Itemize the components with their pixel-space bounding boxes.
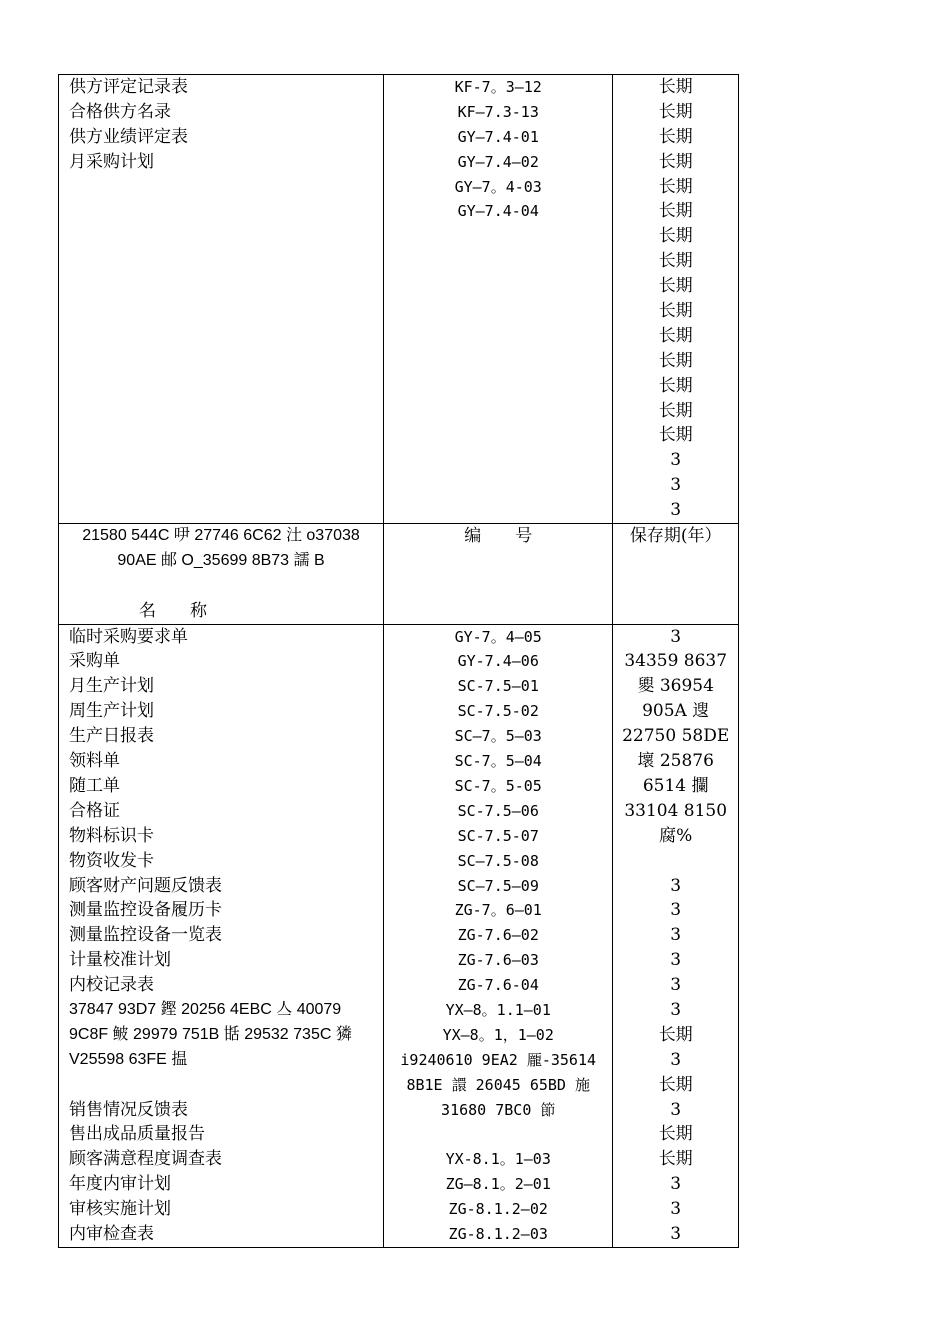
record-code: YX-8.1。1—03	[445, 1150, 551, 1169]
record-code: GY—7.4-04	[457, 202, 539, 221]
record-name: 临时采购要求单	[69, 626, 188, 647]
record-name: 月采购计划	[69, 151, 154, 172]
retention-period: 6514 攔	[642, 775, 709, 796]
retention-period: 3	[670, 1199, 682, 1220]
retention-period: 长期	[658, 151, 693, 172]
retention-period: 22750 58DE	[622, 726, 730, 747]
retention-period: 905A 遚	[642, 701, 710, 722]
retention-period: 3	[670, 500, 682, 521]
retention-period: 长期	[658, 1149, 693, 1170]
record-code: SC-7.5—01	[457, 677, 539, 696]
record-name: 供方业绩评定表	[69, 126, 188, 147]
record-code: YX—8。1，1—02	[442, 1025, 554, 1044]
record-name: 供方评定记录表	[69, 77, 188, 97]
code-column	[384, 625, 613, 1247]
record-name: 领料单	[69, 751, 120, 772]
retention-period: 长期	[658, 350, 693, 371]
period-column	[613, 75, 738, 523]
retention-period: 3	[670, 925, 682, 946]
record-code: GY—7.4-01	[457, 127, 539, 146]
record-name: 测量监控设备履历卡	[69, 900, 222, 921]
header-spacer	[59, 574, 383, 599]
retention-period: 3	[670, 900, 682, 921]
record-code: ZG-8.1.2—03	[448, 1224, 548, 1243]
record-code: GY—7.4—02	[457, 152, 539, 171]
retention-period	[613, 849, 738, 874]
record-name: 合格证	[69, 800, 120, 821]
retention-period: 长期	[658, 126, 693, 147]
garbled-header-text: 21580 544C 吚 27746 6C62 汢 o37038	[82, 527, 360, 545]
record-code: ZG—8.1。2—01	[445, 1175, 551, 1194]
retention-period: 长期	[658, 276, 693, 297]
table-section-bottom	[58, 625, 739, 1248]
retention-period: 长期	[658, 226, 693, 247]
record-code: KF—7.3-13	[457, 102, 539, 121]
column-header-name: 名 称	[139, 600, 207, 621]
record-code: GY—7。4-03	[454, 177, 542, 196]
record-name: 审核实施计划	[69, 1199, 171, 1220]
code-column	[384, 75, 613, 523]
record-name: 售出成品质量报告	[69, 1124, 205, 1145]
retention-period: 33104 8150	[624, 800, 728, 821]
record-code: SC—7.5—09	[457, 876, 539, 895]
retention-period: 3	[670, 1099, 682, 1120]
record-name: 销售情况反馈表	[69, 1099, 188, 1120]
retention-period: 3	[670, 1049, 682, 1070]
record-code: 31680 7BC0 節	[441, 1100, 556, 1119]
retention-period: 长期	[658, 1024, 693, 1045]
record-name: V25598 63FE 揾	[69, 1050, 188, 1068]
record-code: YX—8。1.1—01	[445, 1000, 551, 1019]
retention-period: 壞 25876	[637, 751, 714, 772]
record-name: 顾客满意程度调查表	[69, 1149, 222, 1170]
retention-period: 长期	[658, 325, 693, 346]
retention-period: 夓 36954	[637, 676, 714, 697]
record-name: 周生产计划	[69, 701, 154, 722]
record-name: 顾客财产问题反馈表	[69, 875, 222, 896]
table-header	[58, 524, 739, 625]
record-name: 随工单	[69, 775, 120, 796]
record-code: GY-7。4—05	[454, 627, 542, 646]
retention-period: 34359 8637	[624, 651, 728, 672]
record-name: 内审检查表	[69, 1223, 154, 1244]
header-name-cell	[59, 524, 384, 624]
retention-period: 3	[670, 1223, 682, 1244]
record-name: 年度内审计划	[69, 1174, 171, 1195]
column-header-code: 编 号	[464, 526, 533, 547]
record-code: GY-7.4—06	[457, 652, 539, 671]
name-column	[59, 625, 384, 1247]
record-name: 合格供方名录	[69, 101, 171, 122]
garbled-header-text: 90AE 邮 O_35699 8B73 譳 B	[117, 551, 325, 569]
record-name: 测量监控设备一览表	[69, 925, 222, 946]
retention-period: 长期	[658, 77, 693, 97]
record-code: SC-7。5-05	[454, 776, 542, 795]
header-period-cell	[613, 524, 738, 624]
name-column	[59, 75, 384, 523]
retention-period: 腐%	[659, 825, 693, 846]
retention-period: 3	[670, 1174, 682, 1195]
retention-period: 3	[670, 950, 682, 971]
record-code: SC—7.5-08	[457, 851, 539, 870]
header-code-cell	[384, 524, 613, 624]
record-code: ZG-7。6—01	[454, 901, 542, 920]
retention-period: 长期	[658, 101, 693, 122]
record-name	[69, 1073, 383, 1098]
record-code: SC-7.5—06	[457, 801, 539, 820]
retention-period: 长期	[658, 176, 693, 197]
record-code: 8B1E 譞 26045 65BD 施	[406, 1075, 590, 1094]
retention-period: 3	[670, 450, 682, 471]
record-name: 9C8F 鲏 29979 751B 甛 29532 735C 獜	[69, 1025, 352, 1043]
record-code: SC-7.5-02	[457, 702, 539, 721]
retention-period: 3	[670, 999, 682, 1020]
retention-period: 长期	[658, 251, 693, 272]
retention-period: 长期	[658, 1074, 693, 1095]
record-name: 物料标识卡	[69, 825, 154, 846]
record-name: 内校记录表	[69, 975, 154, 996]
record-code	[384, 1122, 612, 1147]
retention-period: 长期	[658, 375, 693, 396]
record-code: ZG-7.6—02	[457, 926, 539, 945]
record-name: 月生产计划	[69, 676, 154, 697]
retention-period: 3	[670, 475, 682, 496]
retention-period: 3	[670, 975, 682, 996]
record-name: 计量校准计划	[69, 950, 171, 971]
column-header-period: 保存期(年）	[629, 526, 722, 547]
retention-period: 长期	[658, 400, 693, 421]
table-section-top	[58, 74, 739, 524]
record-code: SC—7。5—03	[454, 727, 542, 746]
document-table	[58, 74, 739, 1248]
period-column	[613, 625, 738, 1247]
record-code: ZG-7.6-04	[457, 976, 539, 995]
record-name: 生产日报表	[69, 726, 154, 747]
retention-period: 3	[670, 626, 682, 647]
record-code: KF-7。3—12	[454, 78, 542, 96]
record-code: ZG-7.6—03	[457, 951, 539, 970]
record-code: ZG-8.1.2—02	[448, 1200, 548, 1219]
record-code: SC-7.5-07	[457, 826, 539, 845]
retention-period: 长期	[658, 1124, 693, 1145]
retention-period: 3	[670, 875, 682, 896]
record-name: 采购单	[69, 651, 120, 672]
record-code: SC-7。5—04	[454, 752, 542, 771]
retention-period: 长期	[658, 425, 693, 446]
record-code: i9240610 9EA2 龎-35614	[400, 1050, 597, 1069]
retention-period: 长期	[658, 301, 693, 322]
record-name: 37847 93D7 鏗 20256 4EBC 亼 40079	[69, 1000, 342, 1018]
retention-period: 长期	[658, 201, 693, 222]
record-name: 物资收发卡	[69, 850, 154, 871]
